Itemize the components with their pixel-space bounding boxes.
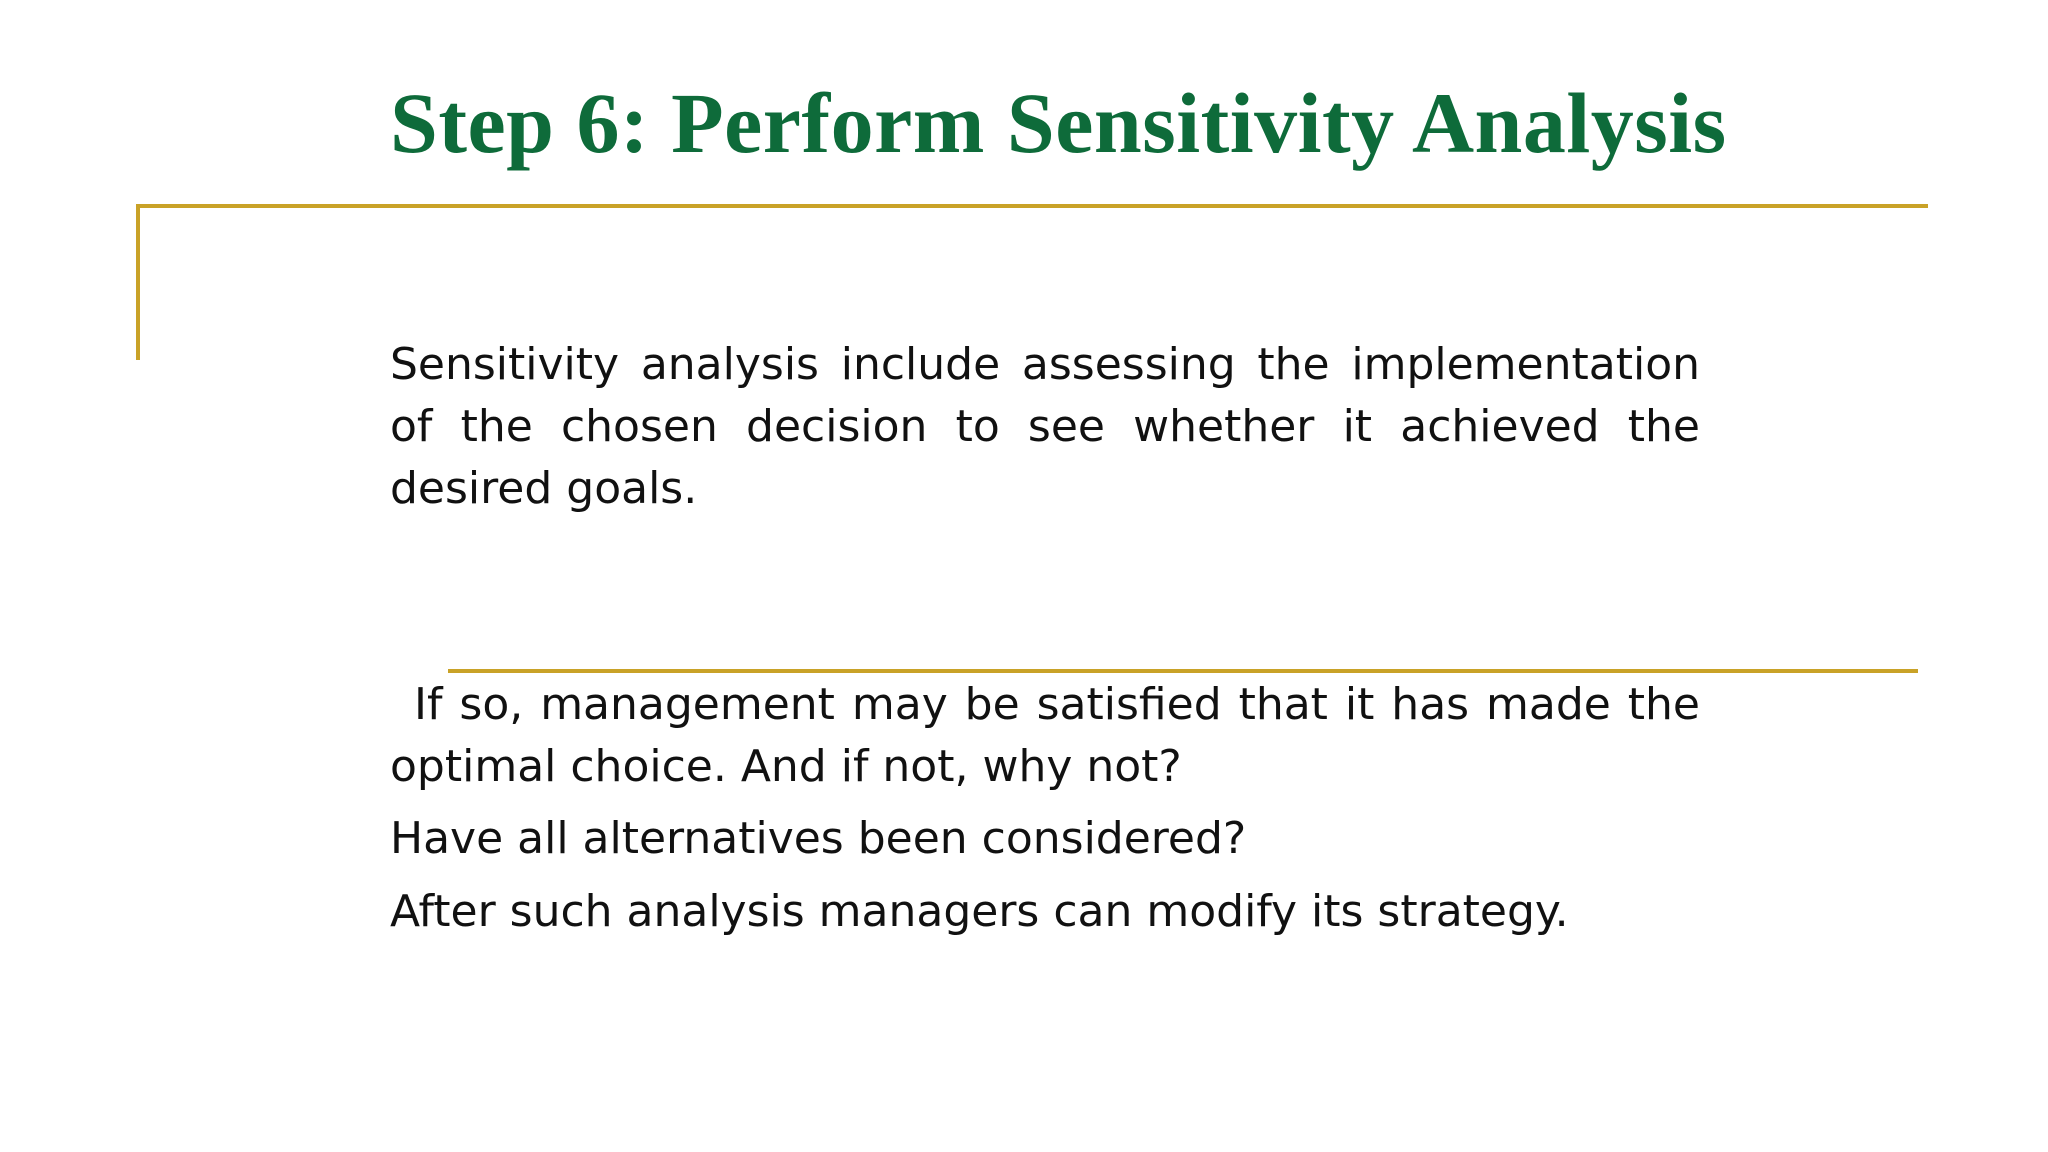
slide-title: Step 6: Perform Sensitivity Analysis	[390, 75, 1727, 171]
statement-strategy: After such analysis managers can modify its strategy.	[390, 886, 1569, 937]
middle-accent-rule	[448, 669, 1918, 673]
left-accent-rule	[136, 204, 140, 360]
paragraph-definition: Sensitivity analysis include assessing the implementation of the chosen decision to see whether it achieved the desired goals.	[390, 339, 1700, 514]
question-alternatives: Have all alternatives been considered?	[390, 813, 1247, 864]
paragraph-evaluation: If so, management may be satisfied that it has made the optimal choice. And if not, why not?	[390, 679, 1700, 792]
top-accent-rule	[136, 204, 1928, 208]
